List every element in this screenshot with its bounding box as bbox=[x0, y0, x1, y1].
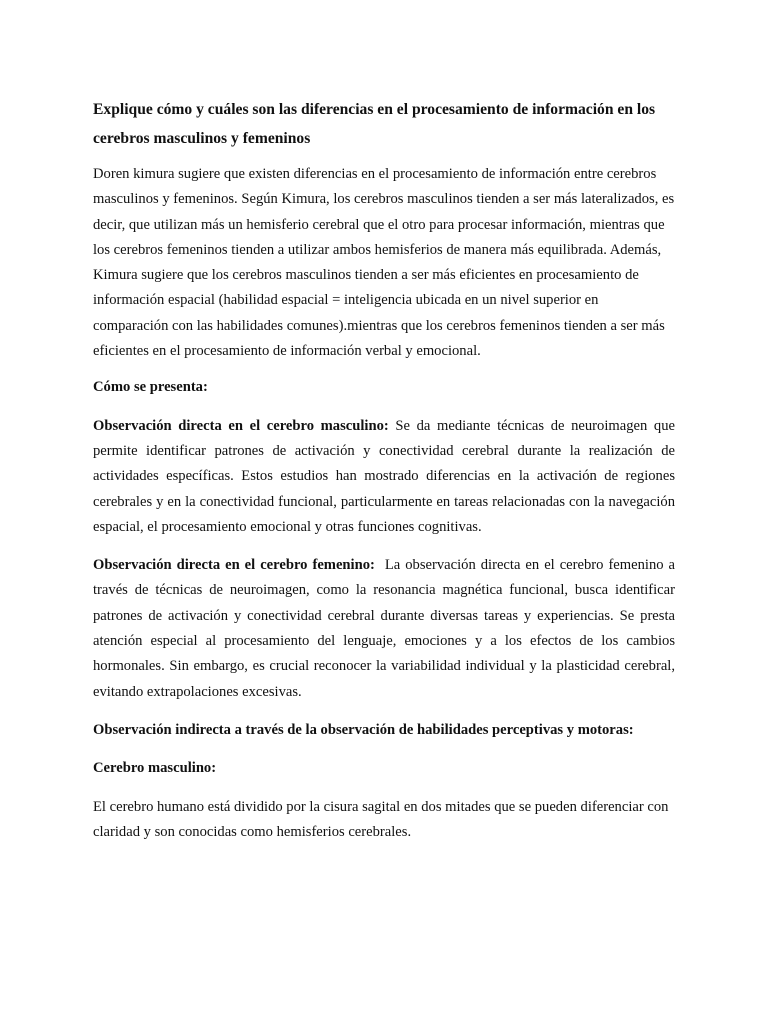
male-direct-text: Se da mediante técnicas de neuroimagen que permite identificar patrones de activación y conectividad cerebral durante la realización de actividades específicas. Estos estudios han mostrado diferencias en la activación de regiones cerebrales y en la conectividad funcional, particularmente en tareas relacionadas con la navegación espacial, el procesamiento emocional y otras funciones cognitivas. bbox=[93, 417, 675, 535]
male-text-paragraph: El cerebro humano está dividido por la cisura sagital en dos mitades que se pueden diferenciar con claridad y son conocidas como hemisferios cerebrales. bbox=[93, 798, 669, 840]
male-direct-label: Observación directa en el cerebro masculino: bbox=[93, 417, 389, 434]
female-direct-paragraph bbox=[93, 553, 675, 705]
male-direct-paragraph bbox=[93, 414, 675, 540]
intro-paragraph: Doren kimura sugiere que existen diferencias en el procesamiento de información entre cerebros masculinos y femeninos. Según Kimura, los cerebros masculinos tienden a ser más lateralizados, es decir, que utilizan más un hemisferio cerebral que el otro para procesar información, mientras que los cerebros femeninos tienden a utilizar ambos hemisferios de manera más equilibrada. Además, Kimura sugiere que los cerebros masculinos tienden a ser más eficientes en procesamiento de información espacial (habilidad espacial = inteligencia ubicada en un nivel superior en comparación con las habilidades comunes).mientras que los cerebros femeninos tienden a ser más eficientes en el procesamiento de información verbal y emocional. bbox=[93, 166, 675, 360]
document-page bbox=[93, 95, 675, 845]
male-heading: Cerebro masculino: bbox=[93, 760, 217, 777]
how-heading: Cómo se presenta: bbox=[93, 379, 208, 396]
female-direct-label: Observación directa en el cerebro femenino: bbox=[93, 557, 375, 574]
female-direct-text: La observación directa en el cerebro femenino a través de técnicas de neuroimagen, como la resonancia magnética funcional, busca identificar patrones de activación y conectividad cerebral durante diversas tareas y experiencias. Se presta atención especial al procesamiento del lenguaje, emociones y a los efectos de los cambios hormonales. Sin embargo, es crucial reconocer la variabilidad individual y la plasticidad cerebral, evitando extrapolaciones excesivas. bbox=[93, 557, 676, 700]
indirect-heading: Observación indirecta a través de la observación de habilidades perceptivas y motoras: bbox=[93, 721, 634, 738]
document-title: Explique cómo y cuáles son las diferencias en el procesamiento de información en los cerebros masculinos y femeninos bbox=[93, 101, 656, 147]
